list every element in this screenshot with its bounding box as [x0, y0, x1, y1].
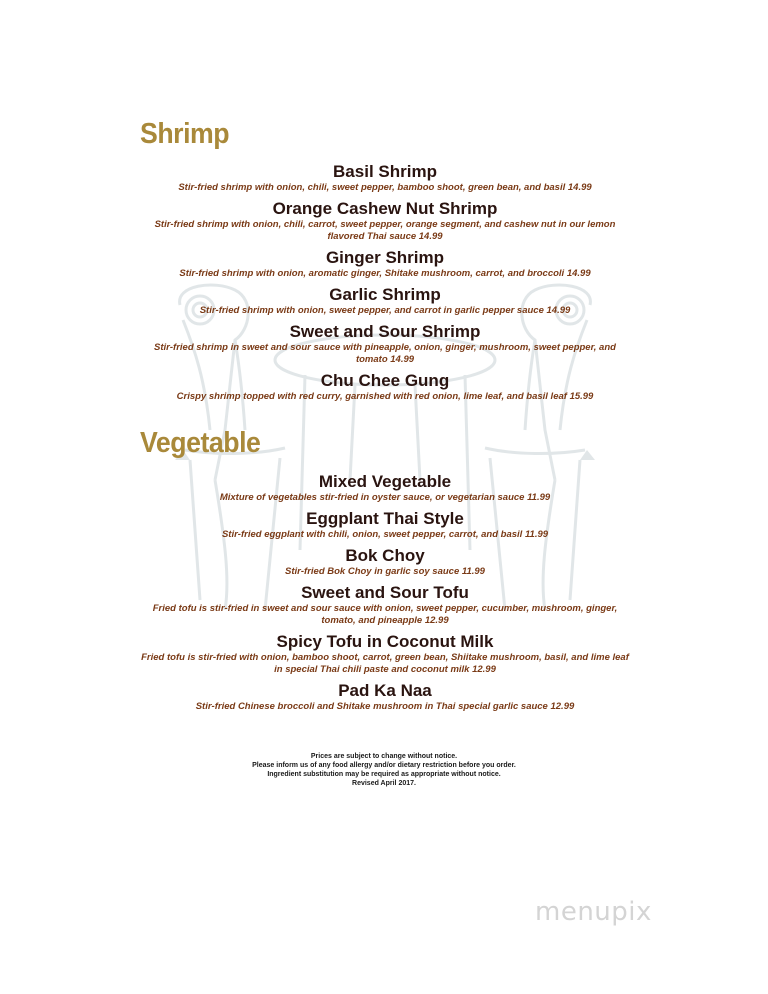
item-name: Ginger Shrimp: [325, 248, 445, 267]
menu-item: [140, 162, 630, 194]
notice-line: Revised April 2017.: [352, 780, 416, 787]
item-description: Stir-fried shrimp with onion, sweet pepper, and carrot in garlic pepper sauce 14.99: [199, 305, 571, 316]
item-name: Basil Shrimp: [333, 162, 437, 181]
item-name: Chu Chee Gung: [320, 371, 450, 390]
item-description: Stir-fried shrimp with onion, chili, carrot, sweet pepper, orange segment, and cashew nut in our lemon flavored Thai sauce 14.99: [154, 219, 616, 242]
price-notice: [180, 752, 588, 788]
menu-item: [140, 322, 630, 366]
item-name: Mixed Vegetable: [318, 472, 452, 491]
shrimp-item-list: [140, 162, 630, 408]
item-description: Stir-fried eggplant with chili, onion, sweet pepper, carrot, and basil 11.99: [221, 529, 549, 540]
brand-watermark: menupix: [535, 897, 652, 927]
menu-item: [140, 632, 630, 676]
vegetable-item-list: [140, 472, 630, 718]
menu-item: [140, 248, 630, 280]
notice-line: Prices are subject to change without notice.: [310, 753, 458, 760]
item-description: Fried tofu is stir-fried in sweet and sour sauce with onion, sweet pepper, cucumber, mushroom, ginger, tomato, and pineapple 12.99: [152, 603, 618, 626]
item-name: Eggplant Thai Style: [306, 509, 464, 528]
menu-item: [140, 583, 630, 627]
item-description: Mixture of vegetables stir-fried in oyster sauce, or vegetarian sauce 11.99: [219, 492, 551, 503]
menu-item: [140, 681, 630, 713]
item-name: Orange Cashew Nut Shrimp: [272, 199, 498, 218]
item-name: Sweet and Sour Tofu: [301, 583, 469, 602]
item-description: Stir-fried Bok Choy in garlic soy sauce 11.99: [285, 566, 485, 577]
menu-item: [140, 199, 630, 243]
notice-line: Ingredient substitution may be required as appropriate without notice.: [267, 771, 501, 778]
menu-item: [140, 472, 630, 504]
item-name: Sweet and Sour Shrimp: [289, 322, 481, 341]
item-description: Stir-fried shrimp with onion, aromatic ginger, Shitake mushroom, carrot, and broccoli 14.99: [179, 268, 591, 279]
menu-item: [140, 371, 630, 403]
item-description: Stir-fried shrimp with onion, chili, sweet pepper, bamboo shoot, green bean, and basil 14.99: [178, 182, 592, 193]
item-description: Fried tofu is stir-fried with onion, bamboo shoot, carrot, green bean, Shiitake mushroom, basil, and lime leaf in special Thai chili paste and coconut milk 12.99: [141, 652, 629, 675]
notice-line: Please inform us of any food allergy and/or dietary restriction before you order.: [252, 762, 516, 769]
section-title-vegetable: Vegetable: [140, 427, 261, 459]
item-description: Stir-fried shrimp in sweet and sour sauce with pineapple, onion, ginger, mushroom, sweet pepper, and tomato 14.99: [154, 342, 616, 365]
item-name: Pad Ka Naa: [338, 681, 432, 700]
menu-item: [140, 285, 630, 317]
item-description: Crispy shrimp topped with red curry, garnished with red onion, lime leaf, and basil leaf 15.99: [176, 391, 594, 402]
item-name: Bok Choy: [345, 546, 425, 565]
menu-item: [140, 509, 630, 541]
item-description: Stir-fried Chinese broccoli and Shitake mushroom in Thai special garlic sauce 12.99: [195, 701, 575, 712]
item-name: Garlic Shrimp: [329, 285, 441, 304]
item-name: Spicy Tofu in Coconut Milk: [276, 632, 494, 651]
section-title-shrimp: Shrimp: [140, 118, 230, 150]
menu-item: [140, 546, 630, 578]
